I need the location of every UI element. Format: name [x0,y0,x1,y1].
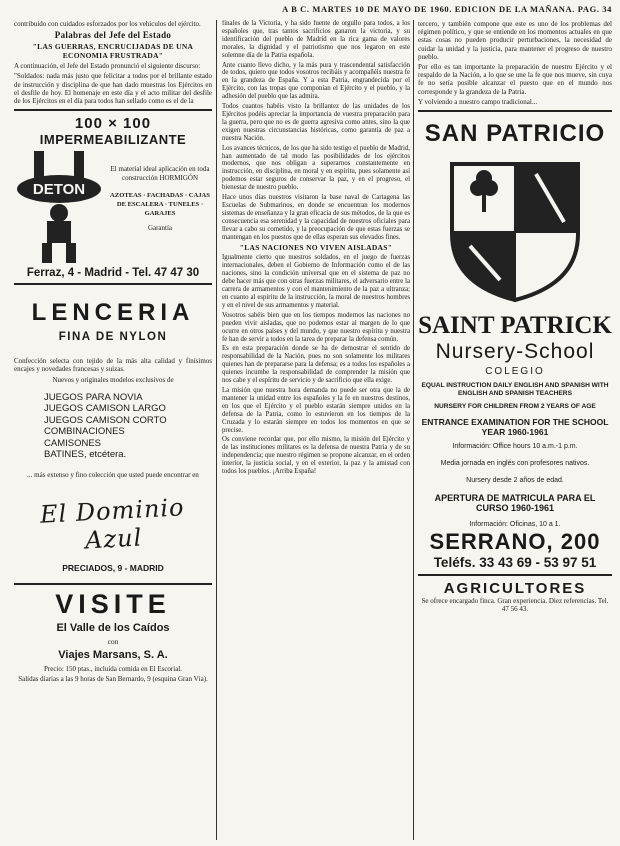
visite-subtitle: El Valle de los Caídos [56,622,170,635]
nursery-spanish-text: Nursery desde 2 años de edad. [466,476,564,484]
deton-ad-guarantee: Garantía [147,224,173,233]
deton-ad-description: El material ideal aplicación en toda construcción HORMIGÓN [110,165,210,183]
agricultores-ad [418,580,612,613]
visite-con: con [107,637,119,647]
article-paragraph: Ante cuanto llevo dicho, y la más pura y trascendental satisfacción de todos, quiero que todos vosotros recibáis y acompañéis nuestra fe en la grandeza de España. Y a esta Patria, engrandecida por el Ejército, con las tropas que componían el Ejército y el pueblo, y la adhesión del pueblo que las admira. [222,61,410,101]
right-column [418,20,612,840]
divider [14,583,212,585]
article-paragraph: Y volviendo a nuestro campo tradicional... [418,97,538,106]
instruction-text: EQUAL INSTRUCTION DAILY ENGLISH AND SPANISH WITH ENGLISH AND SPANISH TEACHERS [421,382,609,397]
lenceria-footer: ... más extenso y fino colección que usted puede encontrar en [27,470,199,479]
deton-ad-subheadline: IMPERMEABILIZANTE [39,132,187,148]
lenceria-text-2: Nuevos y originales modelos exclusivos de [52,375,174,384]
saint-patrick-title: SAINT PATRICK [418,312,612,340]
article-paragraph: Os conviene recordar que, por ello mismo, la misión del Ejército y de las instituciones militares es la defensa de nuestra Patria y de su independencia; que nuestro régimen se propone alcanzar, en el orden interior, la justicia social, y en el exterior, la paz y la amistad con todos los pueblos. ¡Arriba España! [222,436,410,476]
deton-ad-headline: 100 × 100 [74,115,152,133]
column-divider [216,20,217,840]
divider [418,574,612,576]
article-paragraph: tercero, y también compone que este es uno de los problemas del régimen político, y que se entiende en los momentos actuales en que estas cosas no pueden producir perturbaciones, la necesidad de cuidar la unidad y la justicia, para mantener el progreso de nuestro pueblo. [418,20,612,61]
nursery-school-title: Nursery-School [435,340,595,364]
agricultores-text: Se ofrece encargado finca. Gran experiencia. Diez referencias. Tel. 47 56 43. [421,596,609,613]
article-heading: Palabras del Jefe del Estado [54,30,172,41]
column-divider [413,20,414,840]
lenceria-subtitle: FINA DE NYLON [58,331,168,344]
saint-patrick-ad [418,120,612,570]
colegio-label: COLEGIO [485,366,545,378]
san-patricio-title: SAN PATRICIO [424,120,606,148]
agricultores-title: AGRICULTORES [443,579,587,597]
article-paragraph: La misión que nuestra hora demanda no puede ser otra que la de mantener la unidad entre los españoles y la fe en nuestros destinos, en los que el Ejército y el pueblo estarán siempre unidos en la defensa de la Patria, como lo estuvieron en los tiempos de la Cruzada y lo estarán siempre en todos los momentos en que se precise. [222,386,410,434]
school-phones: Teléfs. 33 43 69 - 53 97 51 [433,554,597,570]
article-paragraph: "Soldados: nada más justo que felicitar a todos por el brillante estado de instrucción y disciplina de que han dado muestras los Ejércitos en el desfile de hoy. El homenaje en este día y el acto militar del desfile de los Ejércitos en el día para todos han sellado como es el de la [14,72,212,106]
article-paragraph: Los avances técnicos, de los que ha sido testigo el pueblo de Madrid, han aumentado de tal modo las posibilidades de los ejércitos modernos, que nos obligan a superarnos constantemente en instrucción, en disciplina, en moral y en espíritu, pues solamente así podemos estar seguros de conservar la paz, y en el progreso, el bienestar de nuestro pueblo. [222,144,410,192]
visite-price: Precio: 150 ptas., incluida comida en El Escorial. [43,665,183,674]
lenceria-ad [14,299,212,573]
visite-title: VISITE [55,589,171,620]
divider [418,110,612,112]
lenceria-text: Confección selecta con tejido de la más alta calidad y finísimos encajes y novedades francesas y suizas. [14,357,212,374]
visite-agency: Viajes Marsans, S. A. [58,649,168,662]
visite-ad [14,589,212,683]
middle-column [222,20,410,840]
article-paragraph: Vosotros sabéis bien que en los tiempos modernos las naciones no pueden vivir aisladas, que no podemos estar al margen de lo que ocurre en otros países y del mundo, y que nuestro espíritu y nuestra fe han de servir a todos en la tarea de preparar la defensa común. [222,311,410,343]
lenceria-item: CAMISONES [44,437,102,449]
article-paragraph: Hace unos días nuestros visitaron la base naval de Cartagena las Escuelas de Submarinos, en donde se encuentran los modernos sistemas de enseñanza y la gran eficacia de sus métodos, de la que es consecuencia esa serenidad y la capacidad de nuestros oficiales para llevar a cabo su cometido, y la preocupación de que estas fuerzas se mantengan en los puestos que de ellas esperan sus elevados fines. [222,194,410,241]
divider [14,109,212,111]
article-subheading: "LAS NACIONES NO VIVEN AISLADAS" [239,243,393,253]
nursery-age-text: NURSERY FOR CHILDREN FROM 2 YEARS OF AGE [434,403,596,411]
page-header: A B C. MARTES 10 DE MAYO DE 1960. EDICION DE LA MAÑANA. PAG. 34 [282,4,612,14]
visite-departures: Salidas diarias a las 9 horas de San Bernardo, 9 (esquina Gran Vía). [18,675,208,684]
media-jornada-text: Media jornada en inglés con profesores nativos. [440,459,590,467]
article-subheading: "LAS GUERRAS, ENCRUCIJADAS DE UNA ECONOMIA FRUSTRADA" [32,42,194,61]
office-hours-text: Información: Office hours 10 a.m.-1 p.m. [452,442,578,450]
entrance-exam-text: ENTRANCE EXAMINATION FOR THE SCHOOL YEAR 1960-1961 [421,416,609,437]
article-paragraph: A continuación, el Jefe del Estado pronunció el siguiente discurso: [14,62,201,71]
matricula-text: APERTURA DE MATRICULA PARA EL CURSO 1960-1961 [434,492,596,514]
dominio-azul-logo: El Dominio Azul [39,493,186,555]
lenceria-item: COMBINACIONES [44,426,125,438]
article-paragraph: Es en esta preparación donde se ha de demostrar el sentido de responsabilidad de la Nación, pues no son solamente los militares quienes han de prepararse para la defensa; es a todos los españoles a quienes incumbe la responsabilidad de comprender la misión que nos cabe y el espíritu de servicio y de sacrificio que ella exige. [222,345,410,385]
lenceria-title: LENCERIA [31,299,195,327]
deton-ad-address: Ferraz, 4 - Madrid - Tel. 47 47 30 [26,267,200,280]
article-paragraph: Por ello es tan importante la preparación de nuestro Ejército y el respaldo de la Nación, a lo que se une la fe que nos mueve, sin cuya fe no sería posible alcanzar el puesto que en el mundo nos corresponde y la grandeza de la Patria. [418,63,612,96]
left-column [14,20,212,840]
oficinas-text: Información: Oficinas, 10 a 1. [469,520,561,528]
article-paragraph: finales de la Victoria, y ha sido fuente de orgullo para todos, a los españoles que, tras tantos sacrificios ganaron la victoria, y su identificación del pueblo de Madrid en la rica gama de valores morales, la dignidad y el patriotismo que nos legaron en este solemne día de la Patria española. [222,20,410,59]
divider [14,283,212,285]
school-address: SERRANO, 200 [429,528,601,554]
deton-figure-illustration [14,151,104,263]
school-crest-illustration [440,154,590,304]
lenceria-item: JUEGOS CAMISON LARGO [44,403,166,415]
deton-logo: DETON [32,181,86,199]
article-paragraph: Igualmente cierto que nuestros soldados, en el juego de fuerzas internacionales, deben el Gobierno de Información como el de las naciones, sino la condición universal que en el sistema de paz no debe hacer más que con otras fuerzas militares, el adversario entre la carrera de armamentos y con el mantenimiento de la paz a ultranza; en cuanto al espíritu de la instrucción, la moral de nuestros hombres y en el nivel de sus armamentos y material. [222,254,410,309]
dominio-azul-address: PRECIADOS, 9 - MADRID [62,563,164,574]
deton-ad-uses: AZOTEAS · FACHADAS · CAJAS DE ESCALERA · TUNELES · GARAJES [110,192,210,218]
lenceria-item: BATINES, etcétera. [44,449,127,461]
lenceria-item: JUEGOS CAMISON CORTO [44,414,167,426]
lenceria-item: JUEGOS PARA NOVIA [44,391,143,403]
article-continuation: contribuido con cuidados esforzados por los vehículos del ejército. [14,20,201,28]
article-paragraph: Todos cuantos habéis visto la brillantez de las unidades de los Ejércitos podéis apreciar la importancia de vuestra preparación para la guerra, pero que no es de guerra agresiva como antes, sino la que exigen nuestras circunstancias históricas, como garantía de paz a nuestra Nación. [222,103,410,142]
deton-ad [14,115,212,279]
